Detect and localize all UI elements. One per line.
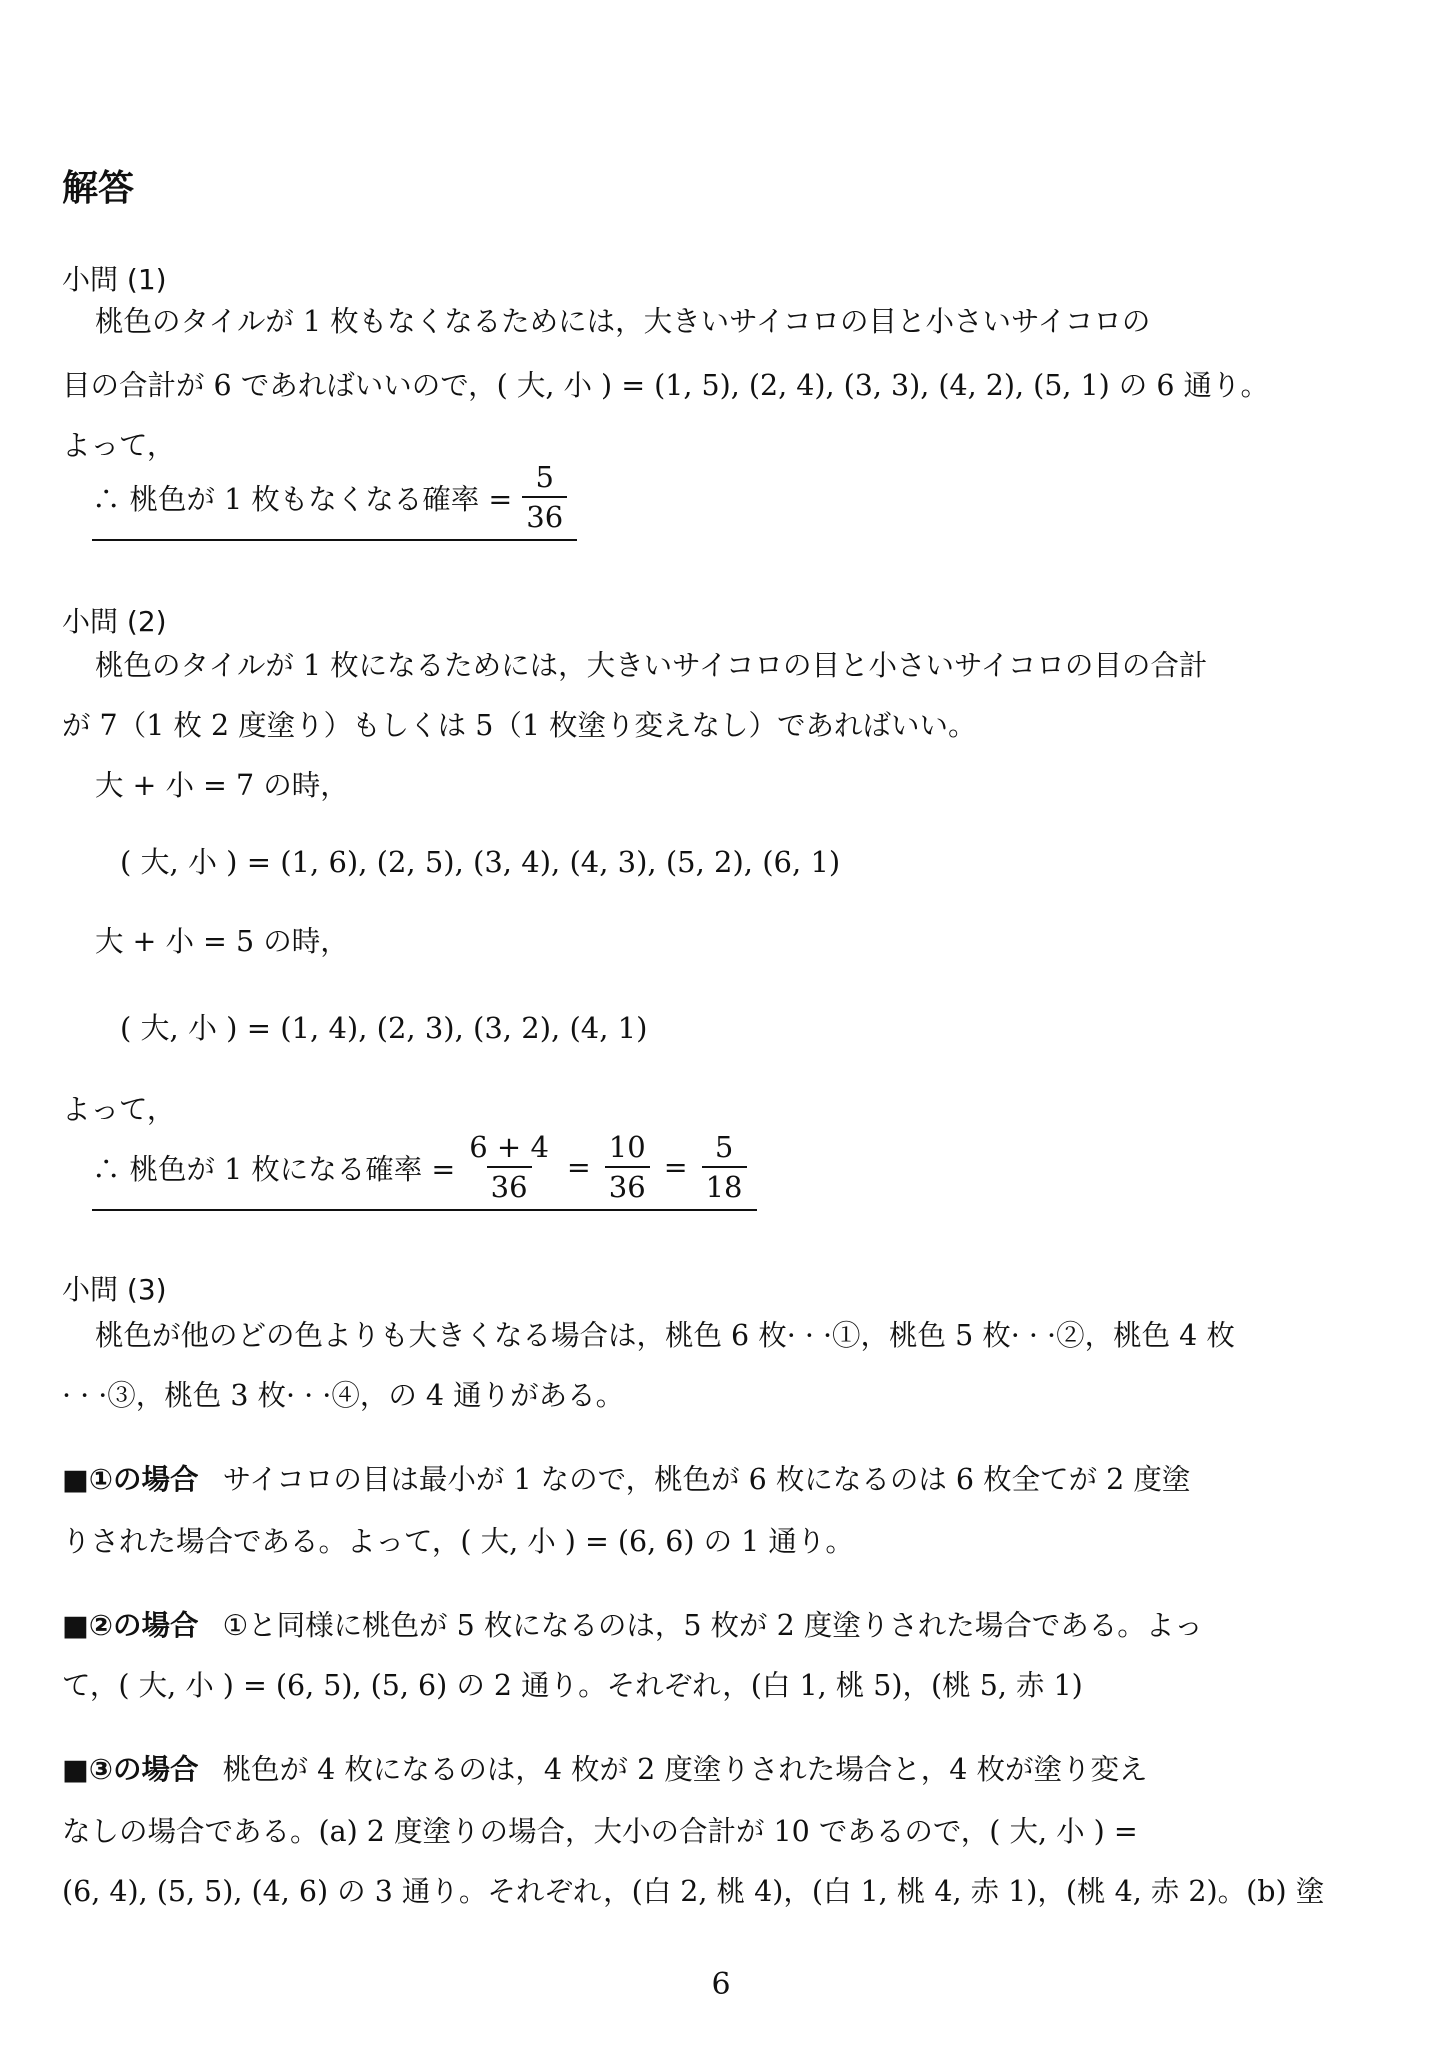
q1-heading: 小問 (1) bbox=[62, 263, 167, 296]
page-number: 6 bbox=[711, 1967, 731, 2002]
q3-case2-heading: ■②の場合 bbox=[62, 1609, 199, 1642]
q1-line2: 目の合計が 6 であればいいので，( 大, 小 ) = (1, 5), (2, 4), (3, 3), (4, 2), (5, 1) の 6 通り。 bbox=[62, 369, 1270, 402]
q3-case1-heading: ■①の場合 bbox=[62, 1463, 199, 1496]
q1-answer bbox=[92, 462, 577, 541]
q2-fraction-2-numerator: 10 bbox=[608, 1130, 646, 1164]
q2-case5-label: 大 + 小 = 5 の時， bbox=[95, 925, 349, 958]
q3-case3-text: 桃色が 4 枚になるのは，4 枚が 2 度塗りされた場合と，4 枚が塗り変え bbox=[222, 1753, 1148, 1786]
q2-heading: 小問 (2) bbox=[62, 605, 167, 638]
q1-answer-label: ∴ 桃色が 1 枚もなくなる確率 = bbox=[92, 482, 513, 516]
q1-answer-denominator: 36 bbox=[522, 496, 567, 532]
q2-answer-label: ∴ 桃色が 1 枚になる確率 = bbox=[92, 1152, 456, 1186]
q2-fraction-2-denominator: 36 bbox=[605, 1166, 650, 1202]
q2-equals-1: = bbox=[566, 1150, 591, 1184]
q2-case7-label: 大 + 小 = 7 の時， bbox=[95, 769, 349, 802]
q3-heading: 小問 (3) bbox=[62, 1273, 167, 1306]
q2-yotte: よって， bbox=[62, 1093, 176, 1126]
q2-fraction-3 bbox=[702, 1132, 747, 1203]
q2-equals-2: = bbox=[663, 1150, 688, 1184]
q1-line1: 桃色のタイルが 1 枚もなくなるためには，大きいサイコロの目と小さいサイコロの bbox=[95, 305, 1151, 338]
q2-fraction-3-numerator: 5 bbox=[714, 1130, 734, 1164]
q2-case5-math: ( 大, 小 ) = (1, 4), (2, 3), (3, 2), (4, 1) bbox=[120, 1011, 648, 1045]
q3-line2: · · ·③，桃色 3 枚· · ·④，の 4 通りがある。 bbox=[62, 1379, 625, 1412]
q2-fraction-3-denominator: 18 bbox=[702, 1166, 747, 1202]
q3-case3-line2: なしの場合である。(a) 2 度塗りの場合，大小の合計が 10 であるので，( 大, 小 ) = bbox=[62, 1815, 1138, 1848]
q2-fraction-1-denominator: 36 bbox=[487, 1166, 532, 1202]
q3-case3-line1 bbox=[62, 1753, 1148, 1786]
q1-answer-numerator: 5 bbox=[535, 460, 554, 494]
q3-line1: 桃色が他のどの色よりも大きくなる場合は，桃色 6 枚· · ·①，桃色 5 枚· · ·②，桃色 4 枚 bbox=[95, 1319, 1235, 1352]
q2-line2: が 7（1 枚 2 度塗り）もしくは 5（1 枚塗り変えなし）であればいい。 bbox=[62, 709, 977, 742]
q3-case1-text: サイコロの目は最小が 1 なので，桃色が 6 枚になるのは 6 枚全てが 2 度塗 bbox=[222, 1463, 1191, 1496]
q2-line1: 桃色のタイルが 1 枚になるためには，大きいサイコロの目と小さいサイコロの目の合計 bbox=[95, 649, 1208, 682]
q3-case1-line2: りされた場合である。よって，( 大, 小 ) = (6, 6) の 1 通り。 bbox=[62, 1525, 854, 1558]
q1-line3: よって， bbox=[62, 429, 176, 462]
q2-fraction-1-numerator: 6 + 4 bbox=[469, 1130, 549, 1164]
q3-case2-line2: て，( 大, 小 ) = (6, 5), (5, 6) の 2 通り。それぞれ，(白 1, 桃 5)，(桃 5, 赤 1) bbox=[62, 1669, 1083, 1702]
q3-case1-line1 bbox=[62, 1463, 1191, 1496]
q2-case7-math: ( 大, 小 ) = (1, 6), (2, 5), (3, 4), (4, 3), (5, 2), (6, 1) bbox=[120, 845, 841, 879]
q3-case3-line3: (6, 4), (5, 5), (4, 6) の 3 通り。それぞれ，(白 2, 桃 4)，(白 1, 桃 4, 赤 1)，(桃 4, 赤 2)。(b) 塗 bbox=[62, 1875, 1325, 1908]
q2-fraction-2 bbox=[605, 1132, 650, 1203]
q1-answer-fraction bbox=[522, 462, 567, 533]
q3-case2-line1 bbox=[62, 1609, 1203, 1642]
page-title: 解答 bbox=[62, 168, 135, 209]
q3-case3-heading: ■③の場合 bbox=[62, 1753, 199, 1786]
q2-fraction-1 bbox=[465, 1132, 553, 1203]
q3-case2-text: ①と同様に桃色が 5 枚になるのは，5 枚が 2 度塗りされた場合である。よっ bbox=[222, 1609, 1203, 1642]
q2-answer bbox=[92, 1132, 757, 1211]
